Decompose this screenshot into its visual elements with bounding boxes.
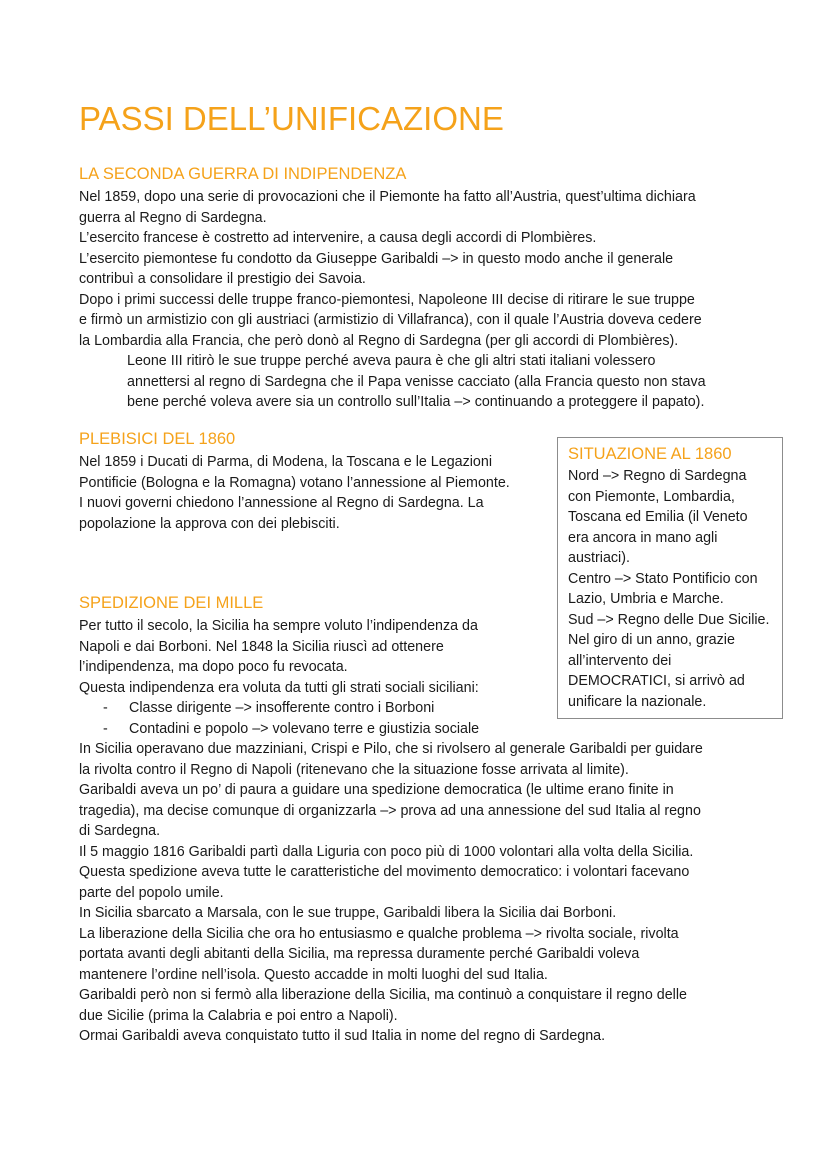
text-line: contribuì a consolidare il prestigio dei Savoia. xyxy=(79,271,366,287)
text-line: Garibaldi però non si fermò alla liberazione della Sicilia, ma continuò a conquistare il regno delle xyxy=(79,987,687,1003)
text-line: In Sicilia operavano due mazziniani, Crispi e Pilo, che si rivolsero al generale Garibaldi per guidare xyxy=(79,741,703,757)
text-line: Lazio, Umbria e Marche. xyxy=(568,591,724,607)
text-line: Sud –> Regno delle Due Sicilie. xyxy=(568,611,770,628)
page-title: PASSI DELL’UNIFICAZIONE xyxy=(79,100,504,137)
indented-text-line: Leone III ritirò le sue truppe perché aveva paura è che gli altri stati italiani volessero xyxy=(127,353,656,369)
text-line: con Piemonte, Lombardia, xyxy=(568,488,735,505)
section-heading-spedizione-mille: SPEDIZIONE DEI MILLE xyxy=(79,594,264,612)
text-line: Questa spedizione aveva tutte le caratteristiche del movimento democratico: i volontari facevano xyxy=(79,864,690,880)
bullet-marker: - xyxy=(103,720,108,737)
list-item-text: Contadini e popolo –> volevano terre e giustizia sociale xyxy=(129,720,480,737)
text-line: Nel 1859, dopo una serie di provocazioni che il Piemonte ha fatto all’Austria, quest’ultima dichiara xyxy=(79,189,696,205)
text-line: portata avanti degli abitanti della Sicilia, ma repressa duramente perché Garibaldi voleva xyxy=(79,946,640,962)
text-line: la Lombardia alla Francia, che però donò al Regno di Sardegna (per gli accordi di Plombières). xyxy=(79,332,679,349)
text-line: I nuovi governi chiedono l’annessione al Regno di Sardegna. La xyxy=(79,495,484,511)
text-line: Nord –> Regno di Sardegna xyxy=(568,468,747,484)
list-item-text: Classe dirigente –> insofferente contro i Borboni xyxy=(129,700,435,716)
text-line: e firmò un armistizio con gli austriaci (armistizio di Villafranca), con il quale l’Austria doveva cedere xyxy=(79,312,702,328)
section-body-plebisici xyxy=(79,452,510,534)
text-line: Garibaldi aveva un po’ di paura a guidare una spedizione democratica (le ultime erano finite in xyxy=(79,782,674,798)
text-line: austriaci). xyxy=(568,550,630,566)
text-line: unificare la nazionale. xyxy=(568,693,707,710)
text-line: di Sardegna. xyxy=(79,823,161,839)
section-body-seconda-guerra xyxy=(79,187,706,413)
indented-text-line: bene perché voleva avere sia un controllo sull’Italia –> continuando a proteggere il papato). xyxy=(127,394,705,410)
section-heading-plebisici: PLEBISICI DEL 1860 xyxy=(79,430,236,448)
text-line: era ancora in mano agli xyxy=(568,529,718,546)
text-line: popolazione la approva con dei plebisciti. xyxy=(79,515,340,532)
text-line: Napoli e dai Borboni. Nel 1848 la Sicilia riuscì ad ottenere xyxy=(79,638,444,655)
bullet-marker: - xyxy=(103,700,108,716)
text-line: all’intervento dei xyxy=(568,652,672,669)
text-line: Centro –> Stato Pontificio con xyxy=(568,570,758,587)
indented-text-line: annettersi al regno di Sardegna che il Papa venisse cacciato (alla Francia questo non stava xyxy=(127,373,706,390)
list-item xyxy=(79,698,703,719)
text-line: la rivolta contro il Regno di Napoli (ritenevano che la situazione fosse arrivata al limite). xyxy=(79,761,629,778)
text-line: In Sicilia sbarcato a Marsala, con le sue truppe, Garibaldi libera la Sicilia dai Borboni. xyxy=(79,905,617,921)
text-line: DEMOCRATICI, si arrivò ad xyxy=(568,673,745,689)
text-line: Dopo i primi successi delle truppe franco-piemontesi, Napoleone III decise di ritirare le sue truppe xyxy=(79,291,695,308)
text-line: Pontificie (Bologna e la Romagna) votano l’annessione al Piemonte. xyxy=(79,474,510,491)
text-line: guerra al Regno di Sardegna. xyxy=(79,209,267,226)
text-line: due Sicilie (prima la Calabria e poi entro a Napoli). xyxy=(79,1007,398,1024)
text-line: L’esercito piemontese fu condotto da Giuseppe Garibaldi –> in questo modo anche il generale xyxy=(79,250,674,267)
text-line: Toscana ed Emilia (il Veneto xyxy=(568,509,748,525)
text-line: Questa indipendenza era voluta da tutti gli strati sociali siciliani: xyxy=(79,679,479,696)
text-line: Ormai Garibaldi aveva conquistato tutto il sud Italia in nome del regno di Sardegna. xyxy=(79,1028,606,1044)
text-line: La liberazione della Sicilia che ora ho entusiasmo e qualche problema –> rivolta sociale, rivolta xyxy=(79,925,679,942)
section-heading-seconda-guerra: LA SECONDA GUERRA DI INDIPENDENZA xyxy=(79,165,407,183)
section-body-spedizione-mille xyxy=(79,616,703,1047)
list-item xyxy=(79,719,703,740)
text-line: mantenere l’ordine nell’isola. Questo accadde in molti luoghi del sud Italia. xyxy=(79,966,548,983)
text-line: Per tutto il secolo, la Sicilia ha sempre voluto l’indipendenza da xyxy=(79,618,478,634)
sidebox-heading: SITUAZIONE AL 1860 xyxy=(568,445,732,463)
text-line: L’esercito francese è costretto ad intervenire, a causa degli accordi di Plombières. xyxy=(79,230,597,246)
text-line: Nel 1859 i Ducati di Parma, di Modena, la Toscana e le Legazioni xyxy=(79,454,493,470)
text-line: Il 5 maggio 1816 Garibaldi partì dalla Liguria con poco più di 1000 volontari alla volta della Sicilia. xyxy=(79,843,694,860)
text-line: Nel giro di un anno, grazie xyxy=(568,632,735,648)
text-line: tragedia), ma decise comunque di organizzarla –> prova ad una annessione del sud Italia al regno xyxy=(79,802,701,819)
text-line: l’indipendenza, ma dopo poco fu revocata. xyxy=(79,659,348,675)
text-line: parte del popolo umile. xyxy=(79,884,224,901)
